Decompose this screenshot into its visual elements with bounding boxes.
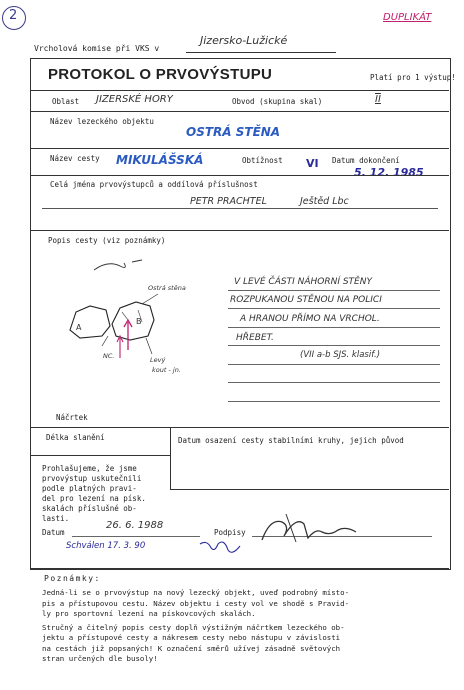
rock-b: [112, 302, 154, 340]
description-line-1: V LEVÉ ČÁSTI NÁHORNÍ STĚNY: [234, 277, 372, 287]
route-label: Název cesty: [50, 154, 100, 163]
club-value: Ještěd Lbc: [300, 196, 349, 207]
signature-2: [196, 536, 246, 558]
notes-line-4: Stručný a čitelný popis cesty doplň výstižným náčrtkem lezeckého ob-: [42, 622, 345, 632]
declaration-line-1: Prohlašujeme, že jsme: [42, 464, 137, 473]
object-value: OSTRÁ STĚNA: [186, 125, 281, 139]
form-title: PROTOKOL O PRVOVÝSTUPU: [48, 66, 273, 83]
sketch-label-a: A: [76, 323, 82, 332]
sketch-label-levy: Levý: [150, 356, 166, 364]
commission-label: Vrcholová komise při VKS v: [34, 44, 160, 53]
notes-line-5: jektu a přístupové cesty a nákresem cesty nebo nástupu v závislosti: [42, 633, 341, 642]
bolts-label: Datum osazení cesty stabilními kruhy, jejich původ: [178, 436, 404, 445]
validity-note: Platí pro 1 výstup!: [370, 73, 456, 82]
signature-1: [256, 510, 366, 550]
declaration-line-4: del pro lezení na písk.: [42, 494, 146, 503]
commission-value: Jizersko-Lužické: [200, 34, 288, 47]
completion-label: Datum dokončení: [332, 156, 400, 165]
sketch-label-nc: NC.: [103, 352, 115, 360]
sketch-label-ostra: Ostrá stěna: [148, 284, 186, 292]
page-number: 2: [9, 8, 18, 23]
sketch-label: Náčrtek: [56, 413, 88, 422]
area-label: Oblast: [52, 97, 80, 106]
notes-line-2: pis a přístupovou cestu. Název objektu i cesty vol ve shodě s Pravid-: [42, 598, 350, 608]
sketch-label-kout: kout - jn.: [152, 366, 181, 374]
duplicate-stamp: DUPLIKÁT: [383, 12, 432, 23]
completion-value: 5. 12. 1985: [354, 166, 424, 179]
date-label: Datum: [42, 528, 65, 537]
route-value: MIKULÁŠSKÁ: [116, 153, 204, 167]
description-line-5: (VII a-b SJS. klasif.): [300, 350, 381, 360]
district-value: II: [375, 94, 381, 105]
description-line-2: ROZPUKANOU STĚNOU NA POLICI: [230, 295, 382, 305]
sketch-label-b: B: [136, 317, 142, 326]
declaration-line-6: lasti.: [42, 514, 70, 523]
notes-line-6: na cestách již popsaných! K označení směrů užívej zásadně světových: [42, 643, 341, 653]
rock-a: [70, 306, 110, 338]
approval-note: Schválen 17. 3. 90: [66, 541, 146, 551]
notes-line-7: stran určených dle busoly!: [42, 654, 158, 663]
difficulty-label: Obtížnost: [242, 156, 283, 165]
rappel-label: Délka slanění: [46, 433, 105, 442]
district-label: Obvod (skupina skal): [232, 97, 323, 106]
notes-body: [42, 588, 442, 665]
declaration-line-3: podle platných pravi-: [42, 484, 137, 493]
notes-title: Poznámky:: [44, 574, 101, 583]
date-value: 26. 6. 1988: [106, 520, 164, 531]
climbers-value: PETR PRACHTEL: [190, 196, 267, 207]
sketch-flourish: [94, 263, 125, 270]
area-value: JIZERSKÉ HORY: [96, 94, 173, 105]
object-label: Název lezeckého objektu: [50, 117, 154, 126]
signature-label: Podpisy: [214, 528, 246, 537]
description-label: Popis cesty (viz poznámky): [48, 236, 166, 245]
description-line-4: HŘEBET.: [236, 333, 274, 343]
commission-underline: [186, 52, 336, 53]
climbers-label: Celá jména prvovýstupců a oddílová příslušnost: [50, 180, 258, 189]
declaration-line-2: prvovýstup uskutečnili: [42, 474, 142, 483]
declaration-line-5: skalách příslušné ob-: [42, 504, 137, 513]
description-line-3: A HRANOU PŘÍMO NA VRCHOL.: [240, 314, 380, 324]
difficulty-value: VI: [306, 157, 319, 170]
notes-line-1: Jedná-li se o prvovýstup na nový lezecký objekt, uveď podrobný místo-: [42, 588, 350, 597]
notes-line-3: ly pro sportovní lezení na pískovcových skalách.: [42, 609, 256, 618]
